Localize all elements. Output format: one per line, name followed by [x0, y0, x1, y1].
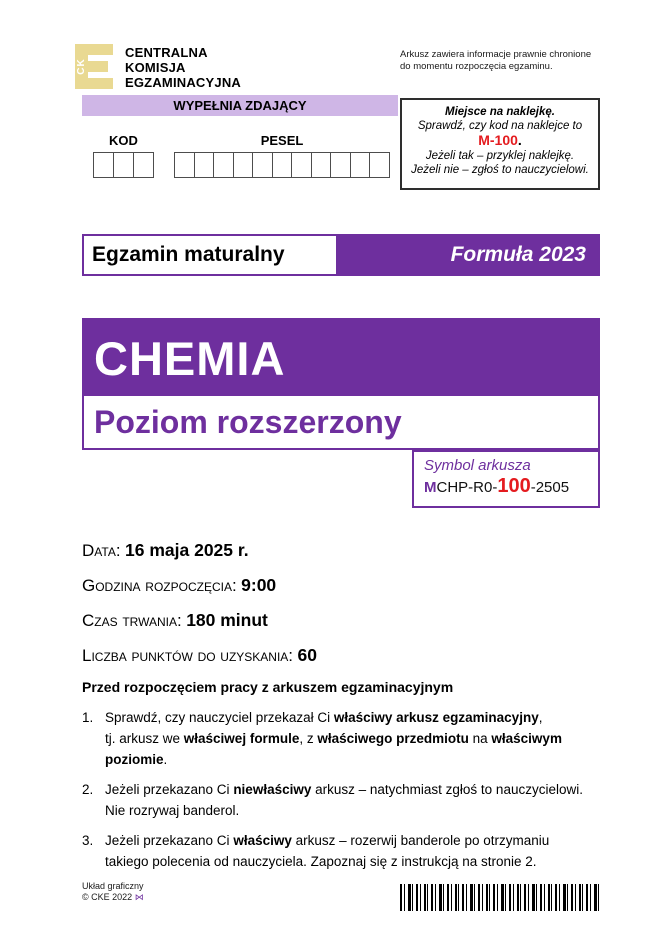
instruction-item-2: [82, 779, 612, 821]
symbol-part-code: 100: [497, 475, 531, 497]
detail-row-date: [82, 539, 317, 563]
pesel-cell[interactable]: [252, 152, 273, 178]
cke-logo: [75, 44, 241, 90]
symbol-part-prefix: CHP-R0-: [436, 479, 498, 496]
candidate-section-header: WYPEŁNIA ZDAJĄCY: [82, 95, 398, 116]
pesel-cell[interactable]: [213, 152, 234, 178]
pesel-cell[interactable]: [194, 152, 215, 178]
sheet-symbol-box: [412, 450, 600, 508]
detail-row-start-time: [82, 574, 317, 598]
subject-title: CHEMIA: [94, 331, 286, 385]
organization-name: [125, 44, 241, 90]
kod-boxes: [93, 152, 154, 178]
pesel-cell[interactable]: [272, 152, 293, 178]
instruction-item-1: [82, 707, 612, 770]
pesel-cell[interactable]: [311, 152, 332, 178]
legal-notice-line-1: Arkusz zawiera informacje prawnie chronione: [400, 49, 592, 60]
kod-label: KOD: [109, 133, 138, 148]
exam-details: [82, 539, 317, 679]
sheet-symbol-label: Symbol arkusza: [424, 457, 531, 474]
detail-row-max-points: [82, 644, 317, 668]
exam-level: Poziom rozszerzony: [84, 396, 598, 448]
item-text: Sprawdź, czy nauczyciel przekazał Ci właściwy arkusz egzaminacyjny, tj. arkusz we właściwej formule, z właściwego przedmiotu na właściwym poziomie.: [105, 710, 562, 767]
logo-monogram: CK: [76, 58, 87, 75]
kod-cell[interactable]: [113, 152, 134, 178]
pesel-cell[interactable]: [233, 152, 254, 178]
footer-copyright: © CKE 2022: [82, 891, 133, 902]
detail-value: 9:00: [241, 575, 277, 595]
sticker-code-line: [402, 133, 598, 147]
pesel-cell[interactable]: [350, 152, 371, 178]
pesel-label: PESEL: [260, 133, 304, 148]
logo-arm-top: [88, 44, 113, 55]
pesel-group: [174, 133, 390, 178]
item-number: 3.: [82, 833, 94, 848]
logo-arm-middle: [88, 61, 108, 72]
sticker-title: Miejsce na naklejkę.: [445, 106, 555, 118]
cke-logo-icon: [75, 44, 117, 89]
kod-cell[interactable]: [93, 152, 114, 178]
pesel-cell[interactable]: [330, 152, 351, 178]
exam-band: [82, 234, 600, 276]
org-name-line-1: CENTRALNA: [125, 45, 208, 60]
org-name-line-2: KOMISJA: [125, 60, 186, 75]
detail-label: Godzina rozpoczęcia:: [82, 576, 237, 595]
formula-label: Formuła 2023: [338, 234, 600, 276]
sticker-instruction-2: Jeżeli tak – przyklej naklejkę.: [425, 150, 575, 162]
kod-cell[interactable]: [133, 152, 154, 178]
detail-value: 180 minut: [186, 610, 268, 630]
barcode: [400, 884, 600, 911]
pesel-cell[interactable]: [291, 152, 312, 178]
detail-value: 16 maja 2025 r.: [125, 540, 249, 560]
symbol-part-suffix: -2505: [530, 479, 570, 496]
detail-label: Data:: [82, 541, 121, 560]
footer-credit: [82, 881, 144, 903]
kod-group: [93, 133, 154, 178]
item-number: 2.: [82, 782, 94, 797]
symbol-part-m: M: [424, 479, 437, 496]
detail-label: Liczba punktów do uzyskania:: [82, 646, 294, 665]
sticker-code-suffix: .: [517, 132, 522, 148]
sticker-code: M-100: [478, 132, 518, 148]
logo-arm-bottom: [88, 78, 113, 89]
sticker-box: [400, 98, 600, 190]
subject-title-block: [82, 318, 600, 450]
footer-line-2: [82, 892, 144, 904]
pesel-cell[interactable]: [369, 152, 390, 178]
legal-notice: [400, 49, 610, 73]
pesel-cell[interactable]: [174, 152, 195, 178]
org-name-line-3: EGZAMINACYJNA: [125, 75, 241, 90]
sticker-instruction-3: Jeżeli nie – zgłoś to nauczycielowi.: [411, 164, 589, 176]
detail-value: 60: [297, 645, 317, 665]
instruction-item-3: [82, 830, 612, 872]
item-text: Jeżeli przekazano Ci niewłaściwy arkusz – natychmiast zgłoś to nauczycielowi. Nie rozrywaj banderol.: [105, 782, 583, 818]
detail-label: Czas trwania:: [82, 611, 182, 630]
printer-mark-icon: ⋈: [134, 892, 144, 903]
sheet-symbol-code: [424, 475, 598, 499]
sticker-instruction-1: Sprawdź, czy kod na naklejce to: [417, 120, 583, 132]
footer-line-1: Układ graficzny: [82, 881, 144, 891]
item-text: Jeżeli przekazano Ci właściwy arkusz – rozerwij banderole po otrzymaniu takiego polecenia od nauczyciela. Zapoznaj się z instrukcją na stronie 2.: [105, 833, 550, 869]
item-number: 1.: [82, 710, 94, 725]
instructions-section: [82, 679, 612, 881]
exam-type-label: Egzamin maturalny: [82, 234, 338, 276]
legal-notice-line-2: do momentu rozpoczęcia egzaminu.: [400, 61, 553, 72]
detail-row-duration: [82, 609, 317, 633]
instructions-heading: Przed rozpoczęciem pracy z arkuszem egzaminacyjnym: [82, 679, 454, 695]
pesel-boxes: [174, 152, 390, 178]
